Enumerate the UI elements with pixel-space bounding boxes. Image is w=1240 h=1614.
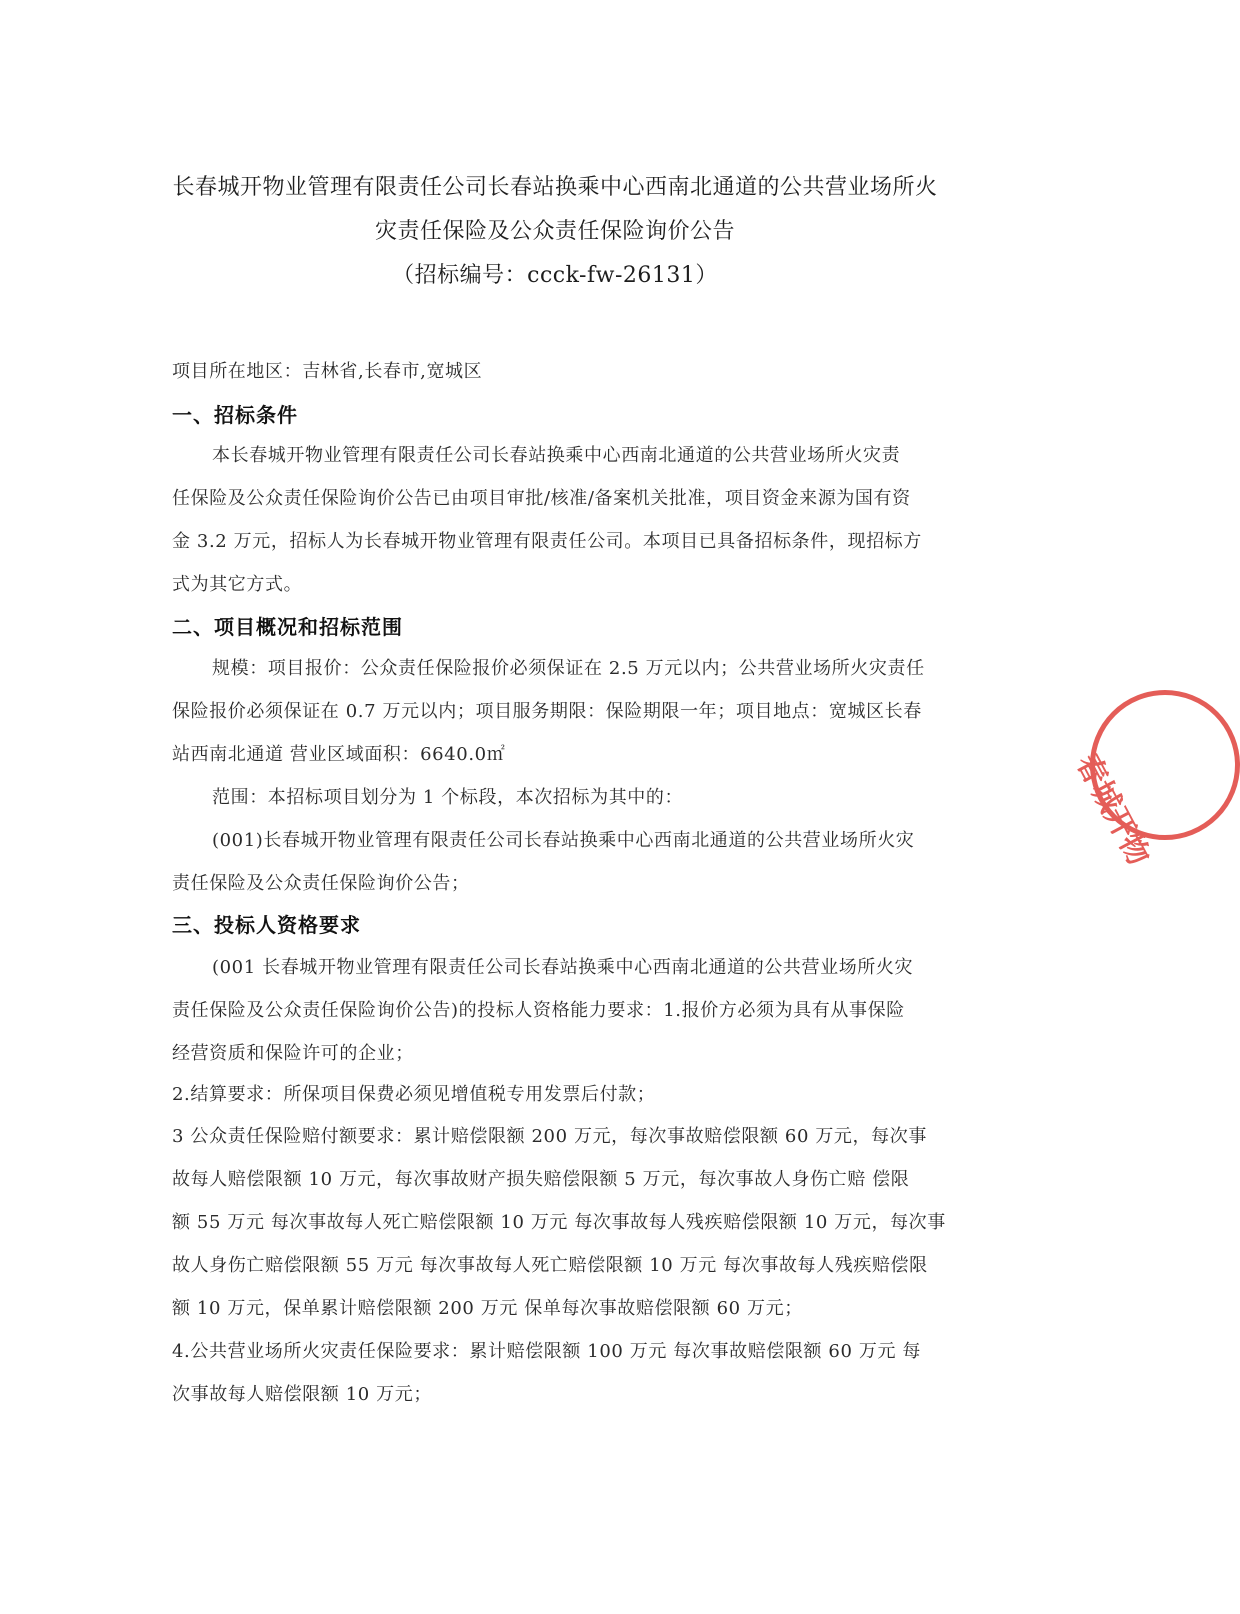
paragraph-line: 规模：项目报价：公众责任保险报价必须保证在 2.5 万元以内；公共营业场所火灾责任 — [212, 658, 925, 679]
tender-number: （招标编号：ccck-fw-26131） — [392, 263, 718, 288]
paragraph-line: 金 3.2 万元，招标人为长春城开物业管理有限责任公司。本项目已具备招标条件，现招标方 — [172, 531, 922, 552]
paragraph-line: 站西南北通道 营业区域面积：6640.0㎡ — [172, 744, 506, 765]
document-title-line-1: 长春城开物业管理有限责任公司长春站换乘中心西南北通道的公共营业场所火 — [172, 175, 938, 200]
paragraph-line: 范围：本招标项目划分为 1 个标段，本次招标为其中的： — [212, 787, 684, 808]
document-title-line-2: 灾责任保险及公众责任保险询价公告 — [374, 219, 735, 244]
paragraph-line: 额 10 万元，保单累计赔偿限额 200 万元 保单每次事故赔偿限额 60 万元； — [172, 1298, 803, 1319]
paragraph-line: 任保险及公众责任保险询价公告已由项目审批/核准/备案机关批准，项目资金来源为国有资 — [172, 488, 911, 509]
paragraph-line: (001 长春城开物业管理有限责任公司长春站换乘中心西南北通道的公共营业场所火灾 — [212, 957, 914, 978]
paragraph-line: 4.公共营业场所火灾责任保险要求：累计赔偿限额 100 万元 每次事故赔偿限额 60 万元 每 — [172, 1341, 921, 1362]
paragraph-line: 责任保险及公众责任保险询价公告； — [172, 873, 470, 894]
paragraph-line: 3 公众责任保险赔付额要求：累计赔偿限额 200 万元，每次事故赔偿限额 60 万元，每次事 — [172, 1126, 927, 1147]
paragraph-line: 故每人赔偿限额 10 万元，每次事故财产损失赔偿限额 5 万元，每次事故人身伤亡赔 偿限 — [172, 1169, 910, 1190]
section-heading-bidding-conditions: 一、招标条件 — [172, 403, 298, 427]
company-seal-stamp — [1069, 690, 1240, 872]
section-heading-project-overview: 二、项目概况和招标范围 — [172, 615, 403, 639]
paragraph-line: 责任保险及公众责任保险询价公告)的投标人资格能力要求：1.报价方必须为具有从事保险 — [172, 1000, 905, 1021]
paragraph-line: 保险报价必须保证在 0.7 万元以内；项目服务期限：保险期限一年；项目地点：宽城区长春 — [172, 701, 922, 722]
paragraph-line: 次事故每人赔偿限额 10 万元； — [172, 1384, 432, 1405]
paragraph-line: 本长春城开物业管理有限责任公司长春站换乘中心西南北通道的公共营业场所火灾责 — [212, 445, 901, 466]
paragraph-line: (001)长春城开物业管理有限责任公司长春站换乘中心西南北通道的公共营业场所火灾 — [212, 830, 915, 851]
section-heading-bidder-qualifications: 三、投标人资格要求 — [172, 913, 361, 937]
seal-text: 春城开物 — [1069, 748, 1157, 872]
project-location: 项目所在地区：吉林省,长春市,宽城区 — [172, 361, 483, 382]
paragraph-line: 经营资质和保险许可的企业； — [172, 1043, 414, 1064]
paragraph-line: 额 55 万元 每次事故每人死亡赔偿限额 10 万元 每次事故每人残疾赔偿限额 10 万元，每次事 — [172, 1212, 946, 1233]
paragraph-line: 式为其它方式。 — [172, 574, 303, 595]
paragraph-line: 故人身伤亡赔偿限额 55 万元 每次事故每人死亡赔偿限额 10 万元 每次事故每人残疾赔偿限 — [172, 1255, 928, 1276]
paragraph-line: 2.结算要求：所保项目保费必须见增值税专用发票后付款； — [172, 1084, 656, 1105]
